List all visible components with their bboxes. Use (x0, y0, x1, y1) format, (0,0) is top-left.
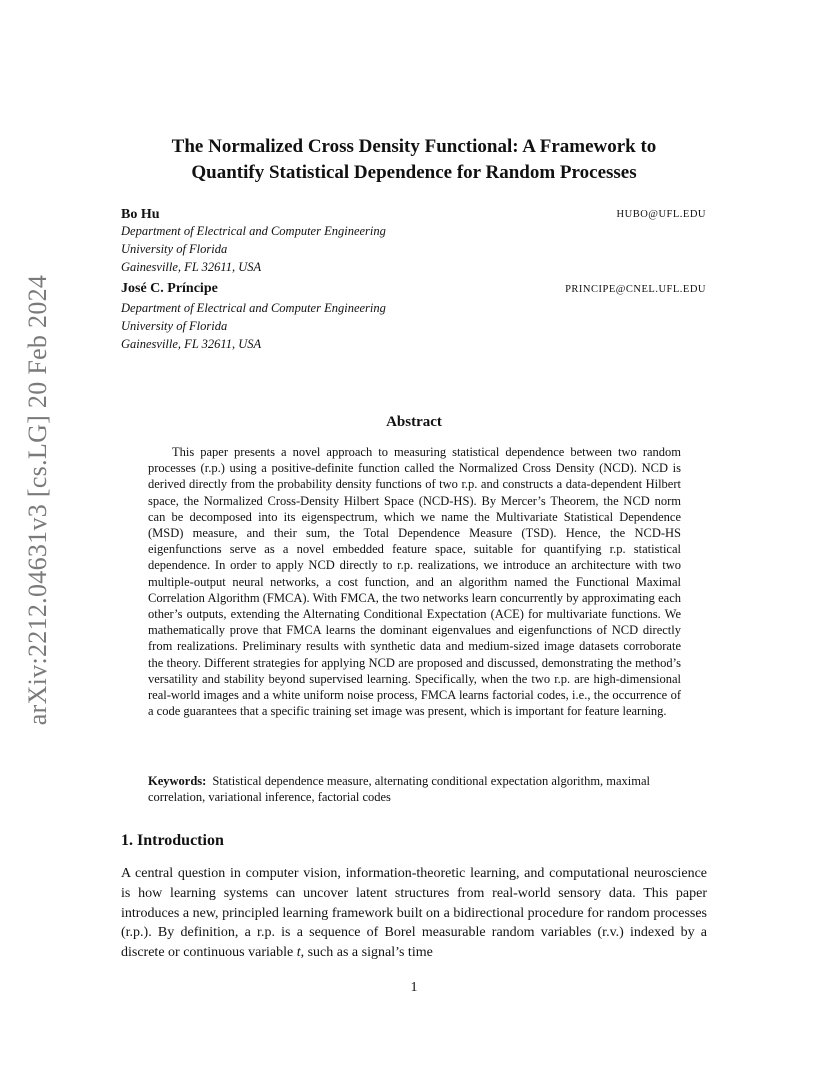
affiliation-department: Department of Electrical and Computer Engineering (121, 301, 386, 315)
keywords-text: Statistical dependence measure, alternating conditional expectation algorithm, maximal correlation, variational inference, factorial codes (148, 774, 651, 805)
abstract-text: This paper presents a novel approach to measuring statistical dependence between two random processes (r.p.) using a positive-definite function called the Normalized Cross Density (NCD). NCD is derived directly from the probability density functions of two r.p. and constructs a data-dependent Hilbert space, the Normalized Cross-Density Hilbert Space (NCD-HS). By Mercer’s Theorem, the NCD norm can be decomposed into its eigenspectrum, which we name the Multivariate Statistical Dependence (MSD) measure, and their sum, the Total Dependence Measure (TSD). Hence, the NCD-HS eigenfunctions serve as a novel embedded feature space, suitable for quantifying r.p. statistical dependence. In order to apply NCD directly to r.p. realizations, we introduce an architecture with two multiple-output neural networks, a cost function, and an algorithm named the Functional Maximal Correlation Algorithm (FMCA). With FMCA, the two networks learn concurrently by approximating each other’s outputs, extending the Alternating Conditional Expectation (ACE) for multivariate functions. We mathematically prove that FMCA learns the dominant eigenvalues and eigenfunctions of NCD directly from realizations. Preliminary results with synthetic data and medium-sized image datasets corroborate the theory. Different strategies for applying NCD are proposed and discussed, demonstrating the method’s versatility and stability beyond supervised learning. Specifically, when the two r.p. are high-dimensional real-world images and a white uniform noise process, FMCA learns factorial codes, i.e., the occurrence of a code guarantees that a specific training set image was present, which is important for feature learning. (148, 445, 681, 719)
section-text-continued: , such as a signal’s time (300, 945, 433, 961)
arxiv-stamp (20, 274, 56, 726)
abstract-heading: Abstract (386, 414, 442, 430)
section-heading: 1. Introduction (121, 832, 224, 849)
author-name: José C. Príncipe (121, 281, 218, 296)
affiliation-department: Department of Electrical and Computer Engineering (121, 224, 386, 238)
author-affiliation (121, 222, 386, 276)
section-text: A central question in computer vision, information-theoretic learning, and computational neuroscience is how learning systems can uncover latent structures from real-world sensory data. This paper introduces a new, principled learning framework built on a bidirectional procedure for random processes (r.p.). By definition, a r.p. is a sequence of Borel measurable random variables (r.v.) indexed by a discrete or continuous variable (121, 866, 707, 961)
arxiv-stamp-text: arXiv:2212.04631v3 [cs.LG] 20 Feb 2024 (23, 274, 52, 726)
author-email[interactable]: HUBO@UFL.EDU (616, 209, 706, 220)
paper-title-line2: Quantify Statistical Dependence for Random Processes (191, 162, 637, 183)
section-body (121, 864, 707, 963)
affiliation-university: University of Florida (121, 242, 228, 256)
author-email[interactable]: PRINCIPE@CNEL.UFL.EDU (565, 284, 706, 295)
affiliation-university: University of Florida (121, 319, 228, 333)
keywords (148, 773, 681, 805)
page-number: 1 (410, 980, 418, 995)
author-affiliation (121, 299, 386, 353)
affiliation-address: Gainesville, FL 32611, USA (121, 337, 262, 351)
paper-title-line1: The Normalized Cross Density Functional: A Framework to (171, 136, 657, 157)
keywords-label: Keywords: (148, 774, 207, 788)
affiliation-address: Gainesville, FL 32611, USA (121, 260, 262, 274)
math-variable: t (296, 945, 301, 961)
author-name: Bo Hu (121, 207, 160, 222)
paper-title (100, 134, 728, 186)
